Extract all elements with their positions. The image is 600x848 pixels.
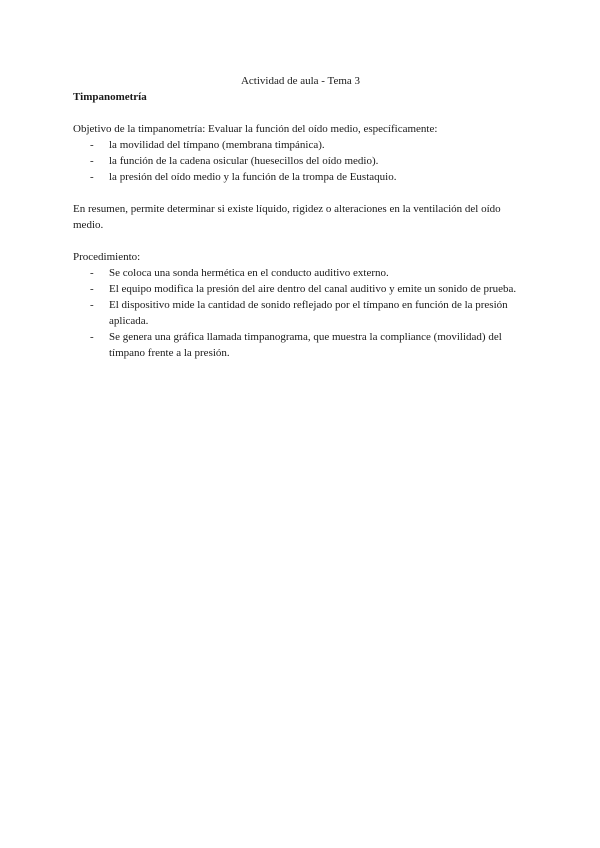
spacer: [73, 185, 528, 201]
list-item: [73, 265, 528, 281]
list-item-text: Se coloca una sonda hermética en el conducto auditivo externo.: [109, 267, 389, 279]
bullet-dash: -: [90, 283, 94, 295]
list-item: [73, 169, 528, 185]
list-item-text: la movilidad del tímpano (membrana timpánica).: [109, 139, 325, 151]
list-item-text: El dispositivo mide la cantidad de sonido reflejado por el tímpano en función de la presión aplicada.: [109, 299, 508, 327]
list-item: [73, 329, 528, 361]
list-item-text: El equipo modifica la presión del aire dentro del canal auditivo y emite un sonido de prueba.: [109, 283, 517, 295]
procedure-list: [73, 265, 528, 361]
document-page: [73, 73, 528, 361]
objective-intro: Objetivo de la timpanometría: Evaluar la función del oído medio, específicamente:: [73, 123, 438, 135]
bullet-dash: -: [90, 299, 94, 311]
bullet-dash: -: [90, 171, 94, 183]
list-item: [73, 137, 528, 153]
list-item: [73, 297, 528, 329]
spacer: [73, 233, 528, 249]
procedure-intro: Procedimiento:: [73, 251, 141, 263]
list-item-text: la presión del oído medio y la función de la trompa de Eustaquio.: [109, 171, 397, 183]
objective-list: [73, 137, 528, 185]
document-header: Actividad de aula - Tema 3: [240, 75, 361, 87]
summary-paragraph: En resumen, permite determinar si existe líquido, rigidez o alteraciones en la ventilación del oído medio.: [73, 203, 501, 231]
document-title: Timpanometría: [73, 91, 147, 103]
list-item: [73, 281, 528, 297]
bullet-dash: -: [90, 155, 94, 167]
list-item-text: Se genera una gráfica llamada timpanograma, que muestra la compliance (movilidad) del tímpano frente a la presión.: [109, 331, 502, 359]
bullet-dash: -: [90, 331, 94, 343]
list-item-text: la función de la cadena osicular (huesecillos del oído medio).: [109, 155, 379, 167]
bullet-dash: -: [90, 139, 94, 151]
list-item: [73, 153, 528, 169]
bullet-dash: -: [90, 267, 94, 279]
spacer: [73, 105, 528, 121]
